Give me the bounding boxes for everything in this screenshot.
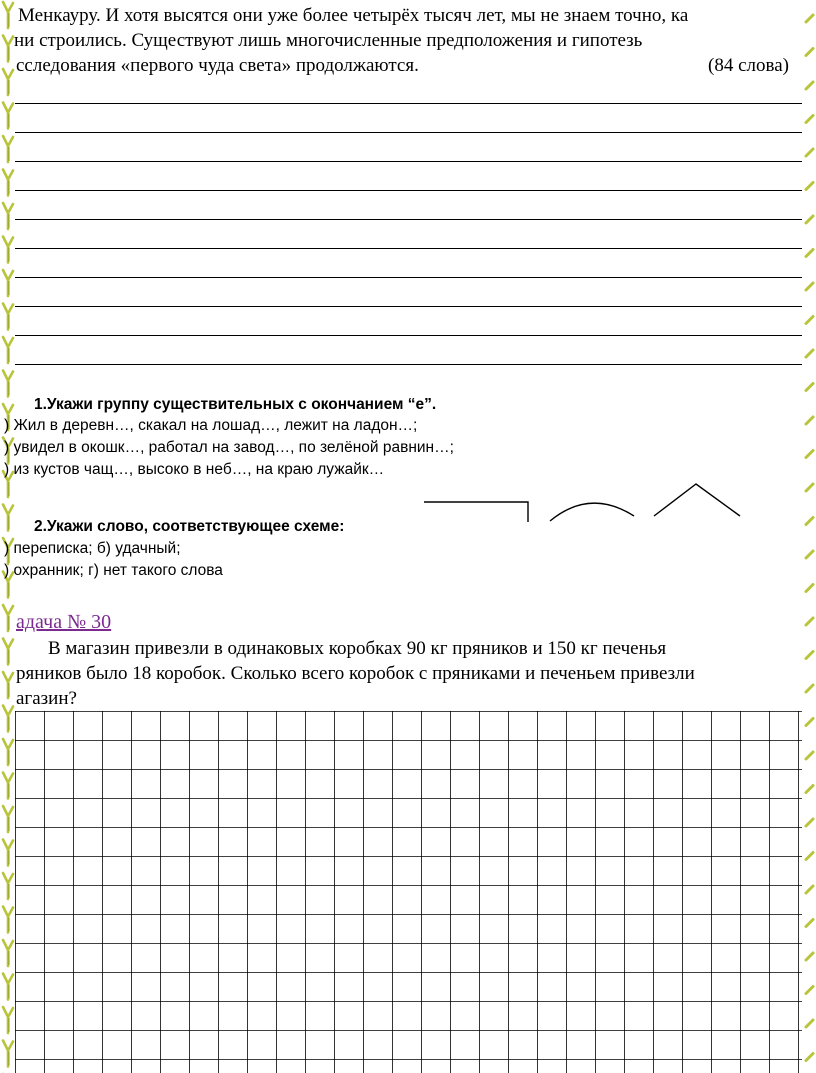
question-2-options-2: ) охранник; г) нет такого слова <box>4 562 223 579</box>
writing-line[interactable] <box>15 364 802 365</box>
yellow-sprig-icon <box>3 639 13 665</box>
yellow-sprig-icon <box>3 36 13 62</box>
yellow-sprig-icon <box>3 974 13 1000</box>
morpheme-scheme <box>420 478 750 528</box>
yellow-sprig-icon <box>3 806 13 832</box>
question-2-title: 2.Укажи слово, соответствующее схеме: <box>34 518 345 535</box>
yellow-sprig-icon <box>806 953 813 960</box>
yellow-sprig-icon <box>3 672 13 698</box>
yellow-sprig-icon <box>806 819 813 826</box>
yellow-sprig-icon <box>3 103 13 129</box>
yellow-sprig-icon <box>3 2 13 28</box>
yellow-sprig-icon <box>806 484 813 491</box>
prefix-angle-symbol <box>654 484 740 516</box>
text-line-3: сследования «первого чуда света» продолжаются. <box>16 55 419 76</box>
yellow-sprig-icon <box>806 116 813 123</box>
yellow-sprig-icon <box>806 685 813 692</box>
yellow-sprig-icon <box>806 149 813 156</box>
yellow-sprig-icon <box>3 371 13 397</box>
yellow-sprig-icon <box>3 237 13 263</box>
writing-line[interactable] <box>15 335 802 336</box>
yellow-sprig-icon <box>806 216 813 223</box>
yellow-sprig-icon <box>806 1020 813 1027</box>
writing-line[interactable] <box>15 219 802 220</box>
yellow-sprig-icon <box>806 1054 813 1061</box>
question-1-option-c: ) из кустов чащ…, высоко в неб…, на краю лужайк… <box>4 461 385 478</box>
yellow-sprig-icon <box>806 384 813 391</box>
yellow-sprig-icon <box>3 1007 13 1033</box>
question-1-option-a: ) Жил в деревн…, скакал на лошад…, лежит на ладон…; <box>4 417 418 434</box>
writing-line[interactable] <box>15 190 802 191</box>
yellow-sprig-icon <box>3 873 13 899</box>
text-line-2: ни строились. Существуют лишь многочисленные предположения и гипотезь <box>14 30 643 51</box>
writing-line[interactable] <box>15 161 802 162</box>
yellow-sprig-icon <box>806 350 813 357</box>
yellow-sprig-icon <box>3 270 13 296</box>
question-1-title: 1.Укажи группу существительных с окончанием “е”. <box>34 396 437 413</box>
yellow-sprig-icon <box>3 69 13 95</box>
yellow-sprig-icon <box>806 551 813 558</box>
yellow-sprig-icon <box>806 417 813 424</box>
yellow-sprig-icon <box>806 987 813 994</box>
yellow-sprig-icon <box>3 304 13 330</box>
yellow-sprig-icon <box>3 907 13 933</box>
writing-line[interactable] <box>15 103 802 104</box>
yellow-sprig-icon <box>806 752 813 759</box>
yellow-sprig-icon <box>3 203 13 229</box>
task-30-heading[interactable]: адача № 30 <box>16 611 112 633</box>
yellow-sprig-icon <box>806 652 813 659</box>
yellow-sprig-icon <box>3 706 13 732</box>
yellow-sprig-icon <box>806 886 813 893</box>
answer-grid[interactable] <box>15 711 802 1073</box>
word-count: (84 слова) <box>708 55 789 76</box>
yellow-sprig-icon <box>3 505 13 531</box>
yellow-sprig-icon <box>806 15 813 22</box>
yellow-sprig-icon <box>3 773 13 799</box>
writing-line[interactable] <box>15 248 802 249</box>
question-1-option-b: ) увидел в окошк…, работал на завод…, по зелёной равнин…; <box>4 439 454 456</box>
right-border-ornament <box>802 0 816 1073</box>
ending-box-symbol <box>424 502 528 522</box>
yellow-sprig-icon <box>806 920 813 927</box>
writing-line[interactable] <box>15 306 802 307</box>
yellow-sprig-icon <box>806 49 813 56</box>
yellow-sprig-icon <box>806 786 813 793</box>
yellow-sprig-icon <box>806 719 813 726</box>
yellow-sprig-icon <box>3 605 13 631</box>
yellow-sprig-icon <box>806 317 813 324</box>
yellow-sprig-icon <box>3 940 13 966</box>
yellow-sprig-icon <box>3 136 13 162</box>
yellow-sprig-icon <box>806 853 813 860</box>
yellow-sprig-icon <box>806 82 813 89</box>
text-line-1: Менкауру. И хотя высятся они уже более четырёх тысяч лет, мы не знаем точно, ка <box>18 5 689 26</box>
yellow-sprig-icon <box>806 518 813 525</box>
root-arc-symbol <box>550 503 634 521</box>
yellow-sprig-icon <box>806 585 813 592</box>
yellow-sprig-icon <box>3 337 13 363</box>
task-30-line-2: ряников было 18 коробок. Сколько всего коробок с пряниками и печеньем привезли <box>16 663 695 684</box>
yellow-sprig-icon <box>806 183 813 190</box>
task-30-line-1: В магазин привезли в одинаковых коробках 90 кг пряников и 150 кг печенья <box>48 638 667 659</box>
left-border-ornament <box>0 0 16 1073</box>
yellow-sprig-icon <box>3 1041 13 1067</box>
writing-line[interactable] <box>15 132 802 133</box>
yellow-sprig-icon <box>806 283 813 290</box>
task-30-line-3: агазин? <box>16 688 77 709</box>
yellow-sprig-icon <box>3 170 13 196</box>
yellow-sprig-icon <box>806 451 813 458</box>
writing-line[interactable] <box>15 277 802 278</box>
yellow-sprig-icon <box>806 250 813 257</box>
question-2-options-1: ) переписка; б) удачный; <box>4 540 181 557</box>
yellow-sprig-icon <box>3 840 13 866</box>
yellow-sprig-icon <box>3 739 13 765</box>
yellow-sprig-icon <box>806 618 813 625</box>
